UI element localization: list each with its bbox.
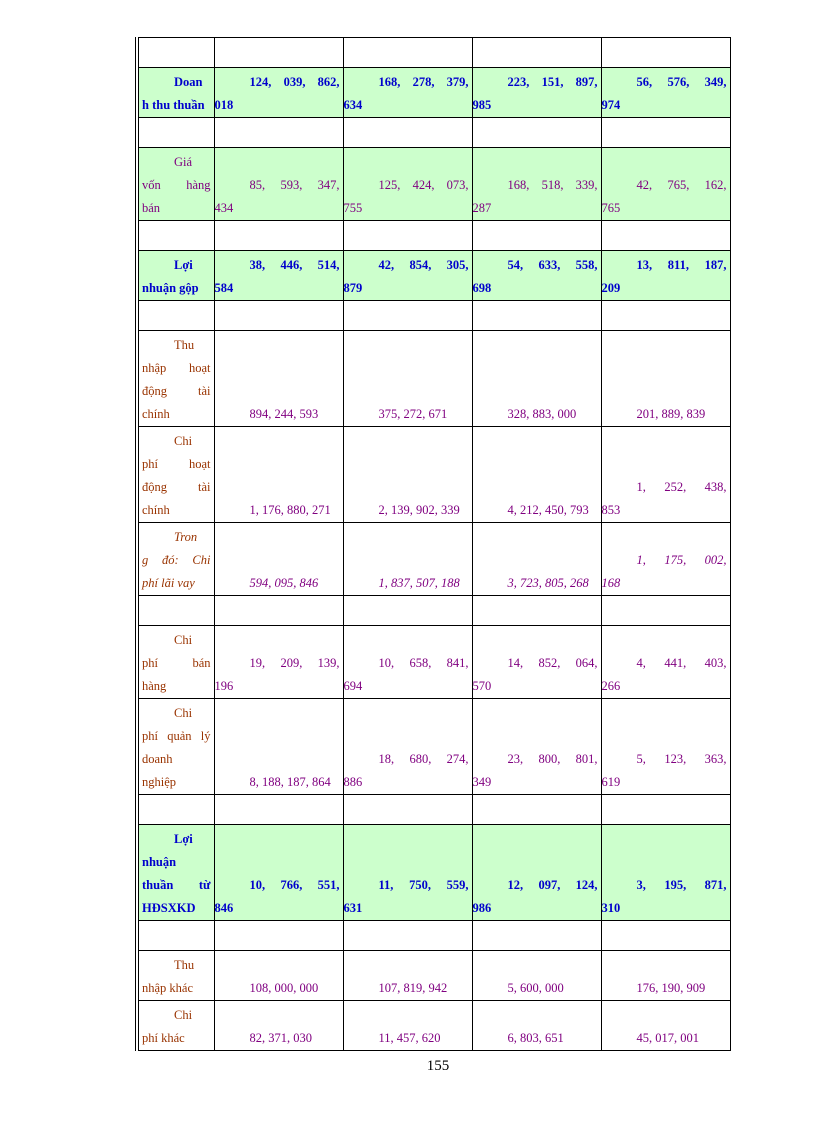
value-cell (214, 331, 343, 427)
row-label-line: chính (142, 407, 170, 421)
value-cell (343, 951, 472, 1001)
value-line: 634 (343, 98, 363, 112)
table-row (137, 301, 730, 331)
row-label-line: nhập khác (142, 981, 194, 995)
value-line: 328, 883, 000 (507, 407, 577, 421)
value-cell (601, 699, 730, 795)
row-label (137, 825, 214, 921)
value-cell (214, 221, 343, 251)
value-line: 1, 252, 438, (636, 480, 727, 494)
value-cell (472, 251, 601, 301)
row-label (137, 118, 214, 148)
value-line: 765 (601, 201, 621, 215)
value-line: 168, 278, 379, (378, 75, 469, 89)
value-line: 19, 209, 139, (249, 656, 340, 670)
row-label (137, 795, 214, 825)
value-line: 1, 837, 507, 188 (378, 576, 460, 590)
table-row (137, 626, 730, 699)
value-line: 14, 852, 064, (507, 656, 598, 670)
value-line: 11, 457, 620 (378, 1031, 441, 1045)
row-label (137, 523, 214, 596)
row-label (137, 1001, 214, 1051)
value-cell (214, 118, 343, 148)
value-cell (601, 331, 730, 427)
value-line: 985 (472, 98, 492, 112)
value-line: 1, 175, 002, (636, 553, 727, 567)
value-line: 4, 212, 450, 793 (507, 503, 589, 517)
value-cell (472, 221, 601, 251)
row-label-line: Doan (174, 75, 203, 89)
row-label (137, 221, 214, 251)
value-cell (343, 825, 472, 921)
value-cell (343, 427, 472, 523)
row-label-line: nhuận (142, 855, 177, 869)
table-row (137, 221, 730, 251)
row-label (137, 301, 214, 331)
value-line: 5, 600, 000 (507, 981, 564, 995)
value-cell (601, 795, 730, 825)
value-cell (214, 951, 343, 1001)
value-line: 894, 244, 593 (249, 407, 319, 421)
row-label-line: chính (142, 503, 170, 517)
row-label-line: bán (142, 201, 161, 215)
value-cell (601, 68, 730, 118)
row-label (137, 626, 214, 699)
row-label-line: thuần từ (142, 878, 211, 892)
value-cell (601, 301, 730, 331)
row-label-line: Tron (174, 530, 198, 544)
value-cell (343, 68, 472, 118)
value-line: 45, 017, 001 (636, 1031, 699, 1045)
value-cell (472, 427, 601, 523)
value-cell (214, 699, 343, 795)
row-label-line: Chi (174, 1008, 193, 1022)
value-line: 196 (214, 679, 234, 693)
value-cell (472, 148, 601, 221)
value-line: 223, 151, 897, (507, 75, 598, 89)
row-label-line: phí khác (142, 1031, 185, 1045)
value-cell (601, 596, 730, 626)
value-cell (214, 38, 343, 68)
value-cell (601, 38, 730, 68)
value-cell (601, 825, 730, 921)
value-cell (343, 523, 472, 596)
value-line: 8, 188, 187, 864 (249, 775, 331, 789)
value-line: 986 (472, 901, 492, 915)
value-line: 2, 139, 902, 339 (378, 503, 460, 517)
value-cell (343, 596, 472, 626)
value-cell (601, 427, 730, 523)
value-cell (214, 427, 343, 523)
table-row (137, 118, 730, 148)
value-line: 176, 190, 909 (636, 981, 706, 995)
row-label (137, 427, 214, 523)
value-cell (214, 251, 343, 301)
row-label-line: động tài (142, 480, 211, 494)
row-label (137, 951, 214, 1001)
value-line: 23, 800, 801, (507, 752, 598, 766)
table-row (137, 795, 730, 825)
value-cell (343, 331, 472, 427)
value-line: 11, 750, 559, (378, 878, 469, 892)
value-cell (343, 795, 472, 825)
row-label-line: nhập hoạt (142, 361, 211, 375)
row-label-line: nghiệp (142, 775, 177, 789)
value-line: 1, 176, 880, 271 (249, 503, 331, 517)
table-row (137, 68, 730, 118)
value-line: 125, 424, 073, (378, 178, 469, 192)
value-cell (343, 626, 472, 699)
value-line: 85, 593, 347, (249, 178, 340, 192)
value-cell (214, 1001, 343, 1051)
value-line: 13, 811, 187, (636, 258, 727, 272)
row-label (137, 331, 214, 427)
value-cell (214, 596, 343, 626)
value-line: 54, 633, 558, (507, 258, 598, 272)
value-line: 434 (214, 201, 234, 215)
value-line: 018 (214, 98, 234, 112)
value-line: 846 (214, 901, 234, 915)
value-cell (343, 301, 472, 331)
row-label-line: Chi (174, 633, 193, 647)
value-line: 4, 441, 403, (636, 656, 727, 670)
table-row (137, 699, 730, 795)
value-cell (214, 795, 343, 825)
value-line: 375, 272, 671 (378, 407, 448, 421)
value-line: 38, 446, 514, (249, 258, 340, 272)
value-cell (472, 38, 601, 68)
value-cell (472, 331, 601, 427)
row-label-line: Lợi (174, 832, 193, 846)
row-label-line: doanh (142, 752, 173, 766)
value-cell (472, 699, 601, 795)
table-row (137, 427, 730, 523)
value-cell (472, 523, 601, 596)
value-cell (472, 118, 601, 148)
value-cell (472, 596, 601, 626)
value-cell (472, 951, 601, 1001)
value-cell (214, 626, 343, 699)
value-cell (601, 921, 730, 951)
row-label (137, 38, 214, 68)
value-cell (214, 921, 343, 951)
table-row (137, 1001, 730, 1051)
row-label-line: g đó: Chi (142, 553, 211, 567)
value-cell (214, 523, 343, 596)
value-line: 266 (601, 679, 621, 693)
value-line: 886 (343, 775, 363, 789)
row-label-line: vốn hàng (142, 178, 211, 192)
value-line: 168, 518, 339, (507, 178, 598, 192)
value-line: 3, 723, 805, 268 (507, 576, 589, 590)
value-cell (214, 68, 343, 118)
row-label-line: động tài (142, 384, 211, 398)
value-line: 631 (343, 901, 363, 915)
table-row (137, 148, 730, 221)
value-line: 42, 854, 305, (378, 258, 469, 272)
value-cell (343, 251, 472, 301)
value-line: 619 (601, 775, 621, 789)
value-cell (472, 1001, 601, 1051)
value-line: 853 (601, 503, 621, 517)
value-line: 6, 803, 651 (507, 1031, 564, 1045)
row-label (137, 148, 214, 221)
table-row (137, 523, 730, 596)
row-label-line: Lợi (174, 258, 193, 272)
value-cell (343, 38, 472, 68)
value-line: 584 (214, 281, 234, 295)
value-line: 107, 819, 942 (378, 981, 448, 995)
value-cell (343, 148, 472, 221)
row-label-line: Thu (174, 338, 195, 352)
value-cell (472, 626, 601, 699)
value-line: 108, 000, 000 (249, 981, 319, 995)
value-line: 3, 195, 871, (636, 878, 727, 892)
financial-table (135, 37, 731, 1051)
value-cell (343, 699, 472, 795)
table-row (137, 251, 730, 301)
row-label-line: Giá (174, 155, 193, 169)
row-label-line: hàng (142, 679, 167, 693)
table-row (137, 38, 730, 68)
row-label-line: HĐSXKD (142, 901, 196, 915)
value-line: 694 (343, 679, 363, 693)
value-cell (472, 68, 601, 118)
value-cell (472, 825, 601, 921)
value-cell (472, 795, 601, 825)
row-label (137, 699, 214, 795)
table-row (137, 331, 730, 427)
value-line: 10, 658, 841, (378, 656, 469, 670)
value-line: 201, 889, 839 (636, 407, 706, 421)
row-label-line: phí lãi vay (142, 576, 195, 590)
table-row (137, 921, 730, 951)
row-label-line: Thu (174, 958, 195, 972)
value-cell (601, 148, 730, 221)
value-line: 124, 039, 862, (249, 75, 340, 89)
value-line: 168 (601, 576, 621, 590)
row-label-line: phí hoạt (142, 457, 211, 471)
value-line: 42, 765, 162, (636, 178, 727, 192)
value-line: 594, 095, 846 (249, 576, 319, 590)
value-line: 5, 123, 363, (636, 752, 727, 766)
value-cell (601, 626, 730, 699)
value-line: 349 (472, 775, 492, 789)
value-cell (214, 825, 343, 921)
value-cell (601, 1001, 730, 1051)
value-line: 570 (472, 679, 492, 693)
value-cell (601, 523, 730, 596)
value-line: 82, 371, 030 (249, 1031, 312, 1045)
value-line: 56, 576, 349, (636, 75, 727, 89)
value-line: 12, 097, 124, (507, 878, 598, 892)
value-cell (214, 148, 343, 221)
row-label-line: h thu thuần (142, 98, 205, 112)
table-row (137, 825, 730, 921)
value-cell (601, 118, 730, 148)
value-cell (343, 118, 472, 148)
table-row (137, 596, 730, 626)
row-label (137, 68, 214, 118)
value-line: 974 (601, 98, 621, 112)
row-label-line: Chi (174, 706, 193, 720)
value-cell (601, 221, 730, 251)
value-cell (214, 301, 343, 331)
value-cell (343, 1001, 472, 1051)
value-line: 755 (343, 201, 363, 215)
table-body (137, 38, 730, 1051)
value-cell (601, 251, 730, 301)
row-label-line: phí bán (142, 656, 211, 670)
row-label-line: nhuận gộp (142, 281, 199, 295)
value-line: 698 (472, 281, 492, 295)
table-row (137, 951, 730, 1001)
page-number: 155 (426, 1058, 450, 1074)
value-line: 310 (601, 901, 621, 915)
value-cell (601, 951, 730, 1001)
value-line: 879 (343, 281, 363, 295)
row-label (137, 596, 214, 626)
value-line: 10, 766, 551, (249, 878, 340, 892)
value-cell (343, 221, 472, 251)
row-label-line: phí quản lý (142, 729, 211, 743)
value-cell (472, 301, 601, 331)
row-label (137, 251, 214, 301)
row-label-line: Chi (174, 434, 193, 448)
value-line: 209 (601, 281, 621, 295)
value-line: 18, 680, 274, (378, 752, 469, 766)
value-cell (472, 921, 601, 951)
row-label (137, 921, 214, 951)
value-cell (343, 921, 472, 951)
value-line: 287 (472, 201, 492, 215)
